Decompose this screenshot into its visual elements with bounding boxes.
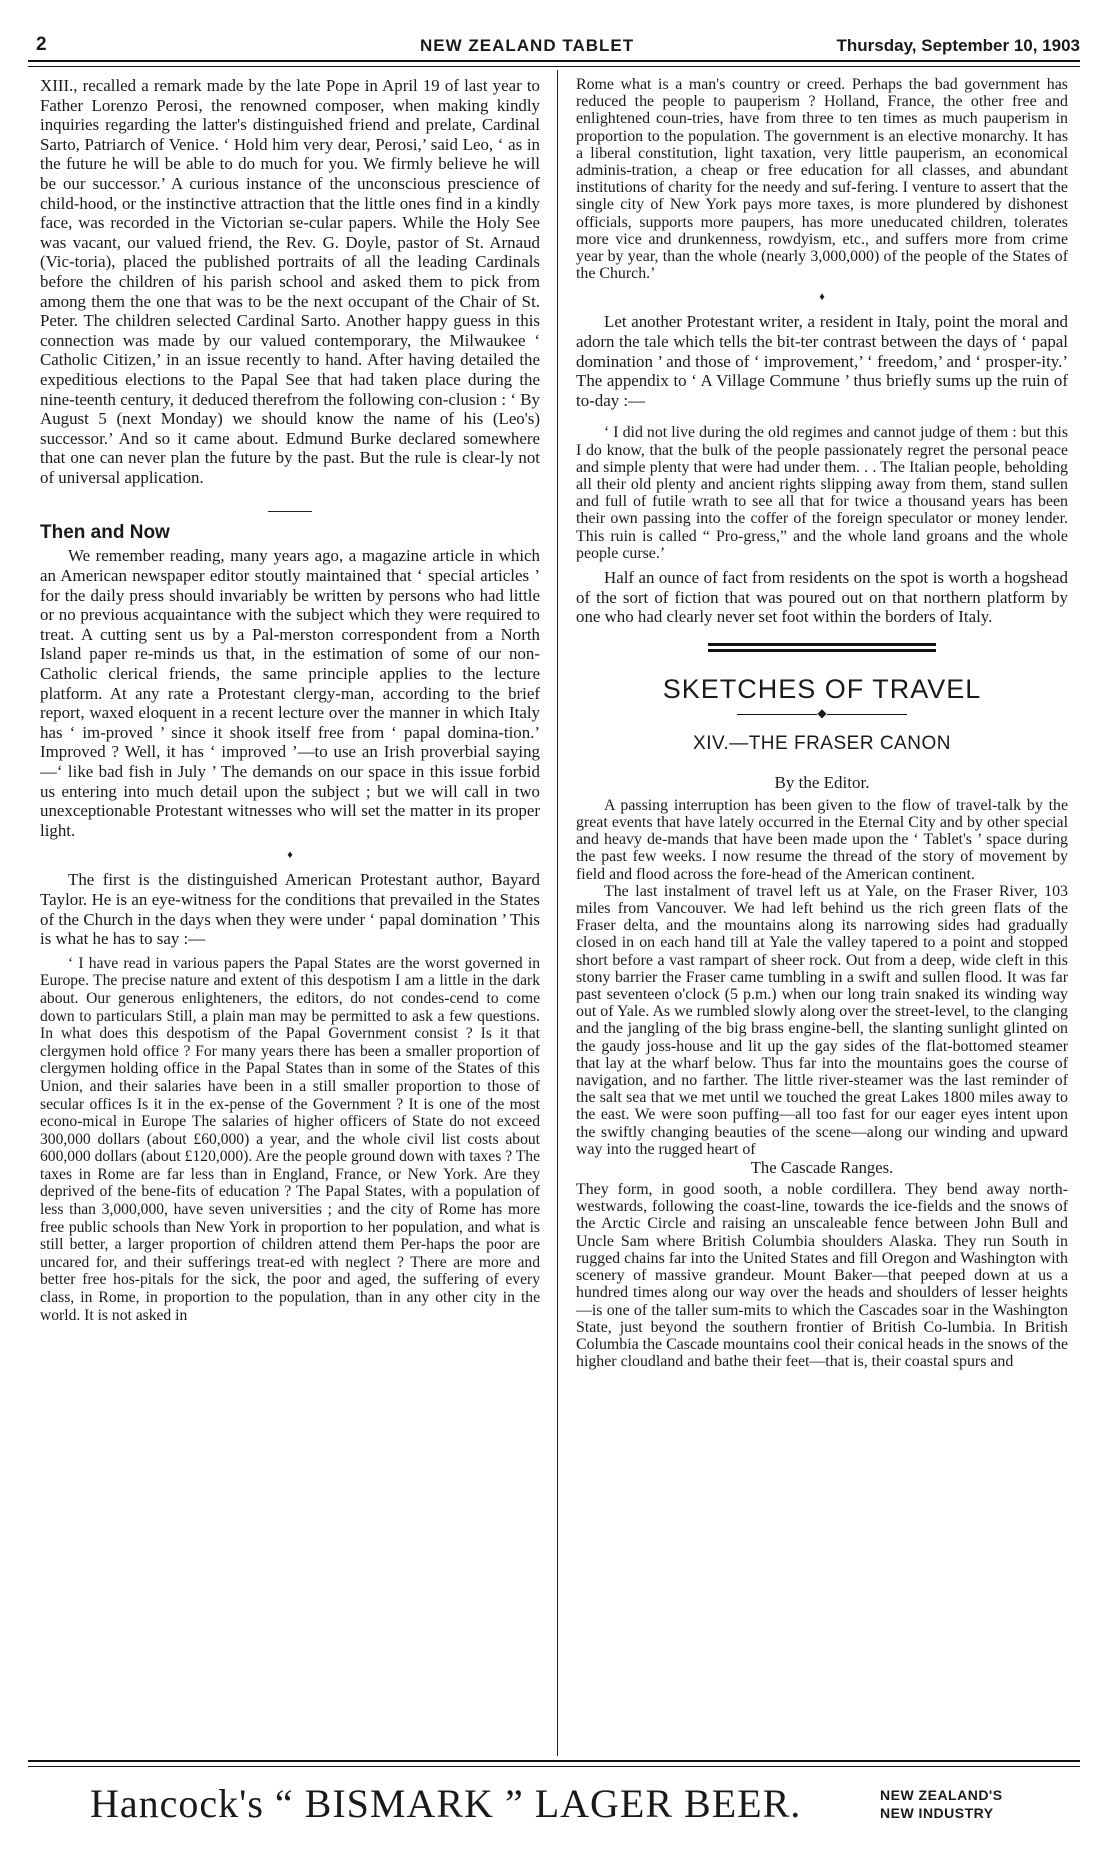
byline: By the Editor. (774, 772, 870, 792)
diamond-ornament: ♦ (287, 849, 293, 862)
page-number: 2 (36, 34, 47, 55)
ad-tagline-line1: NEW ZEALAND'S (880, 1787, 1003, 1803)
left-column (40, 76, 540, 1751)
section-title: SKETCHES OF TRAVEL (662, 673, 982, 704)
paragraph-bayard-taylor: The first is the distinguished American Protestant author, Bayard Taylor. He is an eye-witness for the conditions that prevailed in the States of the Church in the days when they were under ‘ papal domination ’ This is what he has to say :— (40, 870, 540, 949)
ad-tagline-line2: NEW INDUSTRY (880, 1805, 994, 1821)
column-divider (557, 70, 558, 1756)
issue-date: Thursday, September 10, 1903 (836, 36, 1080, 55)
advertisement (28, 1780, 1080, 1840)
quote-bayard-taylor: ‘ I have read in various papers the Papal States are the worst governed in Europe. The precise nature and extent of this despotism I am a little in the dark about. Our generous enlighteners, the editors, do not condes-cend to come down to particulars Still, a plain man may be permitted to ask a few questions. In what does this despotism of the Papal Government consist ? Is it that clergymen hold office ? For many years there has been a smaller proportion of clergymen holding office in the Papal States than in some of the States of this Union, and their salaries have been in a still smaller proportion to those of secular offices Is it in the ex-pense of the Government ? It is one of the most econo-mical in Europe The salaries of higher officers of State do not exceed 300,000 dollars (about £60,000) a year, and the whole civil list costs about 600,000 dollars (about £120,000). Are the people ground down with taxes ? The taxes in Rome are far less than in England, France, or New York. Are they deprived of the bene-fits of education ? The Papal States, with a population of less than 3,000,000, have seven universities ; and the city of Rome has more free public schools than New York in proportion to her population, and what is still better, a larger proportion of children attend them Per-haps the poor are uncared for, and their sufferings treat-ed with neglect ? There are more and better free hos-pitals for the sick, the poor and aged, the suffering of every class, in Rome, in proportion to the population, than in any other city in the world. It is not asked in (40, 954, 540, 1324)
paragraph-then-and-now: We remember reading, many years ago, a magazine article in which an American newspaper editor stoutly maintained that ‘ special articles ’ for the daily press should invariably be written by persons who had little or no previous acquaintance with the subject which they were required to treat. A cutting sent us by a Pal-merston correspondent from a North Island paper re-minds us that, in the estimation of some of our non-Catholic clerical friends, the same principle applies to the lecture platform. At any rate a Protestant clergy-man, according to the brief report, waxed eloquent in a recent lecture over the manner in which Italy has ‘ im-proved ’ since it shook itself free from ‘ papal domina-tion.’ Improved ? Well, it has ‘ improved ’—to use an Irish proverbial saying—‘ like bad fish in July ’ The demands on our space in this issue forbid us entering into much detail upon the subject ; but we will call in two unexceptionable Protestant witnesses who will set the matter in its proper light. (40, 546, 540, 840)
ad-headline: Hancock's “ BISMARK ” LAGER BEER. (90, 1781, 802, 1826)
newspaper-title: NEW ZEALAND TABLET (420, 36, 635, 55)
footer-rule-thin (28, 1766, 1080, 1767)
right-column (576, 76, 1068, 1751)
quote-village-commune: ‘ I did not live during the old regimes and cannot judge of them : but this I do know, that the bulk of the people passionately regret the personal peace and simple plenty that were had under them. . . The Italian people, beholding all their old plenty and ancient rights slipping away from them, stand sullen and full of futile wrath to see all that for twice a thousand years has been their own passing into the coffer of the foreign speculator or money lender. This ruin is called “ Pro-gress,” and the whole land groans and the whole people curse.’ (576, 424, 1068, 562)
section-divider (268, 511, 312, 512)
subhead-then-and-now: Then and Now (40, 522, 170, 544)
footer-rule (28, 1760, 1080, 1762)
ad-tagline (880, 1786, 1003, 1822)
header-rule-thin (28, 66, 1080, 67)
paragraph-passing-interruption: A passing interruption has been given to the flow of travel-talk by the great events that have lately occurred in the Eternal City and by other special and heavy de-mands that have been made upon the ‘ Tablet's ’ space during the past few weeks. I now resume the thread of the story of movement by field and flood across the fore-head of the American continent. (576, 796, 1068, 883)
paragraph-pope-sarto: XIII., recalled a remark made by the late Pope in April 19 of last year to Father Lorenzo Perosi, the renowned composer, when making kindly inquiries regarding the latter's distinguished friend and prelate, Cardinal Sarto, Patriarch of Venice. ‘ Hold him very dear, Perosi,’ said Leo, ‘ as in the future he will be able to do much for you. We firmly believe he will be our successor.’ A curious instance of the unconscious prescience of child-hood, or the instinctive attraction that the little ones find in a kindly face, was recorded in the Victorian se-cular papers. While the Holy See was vacant, our valued friend, the Rev. G. Doyle, pastor of St. Arnaud (Vic-toria), placed the published portraits of all the leading Cardinals before the children of his parish school and asked them to pick from among them the one that was to be the next occupant of the Chair of St. Peter. The children selected Cardinal Sarto. Another happy guess in this connection was made by our valued contemporary, the Milwaukee ‘ Catholic Citizen,’ in an issue recently to hand. After having detailed the expeditious elections to the Papal See that had taken place during the nine-teenth century, it deduced therefrom the following con-clusion : ‘ By August 5 (next Monday) we should know the name of his (Leo's) successor.’ And so it came about. Edmund Burke declared somewhere that one can never plan the future by the past. But the rule is clear-ly not of universal application. (40, 76, 540, 487)
centered-heading-cascade: The Cascade Ranges. (750, 1158, 894, 1178)
title-ornament: ◆ (576, 707, 1068, 719)
paragraph-another-writer: Let another Protestant writer, a resident in Italy, point the moral and adorn the tale which tells the bit-ter contrast between the days of ‘ papal domination ’ and those of ‘ improvement,’ ‘ freedom,’ and ‘ prosper-ity.’ The appendix to ‘ A Village Commune ’ thus briefly sums up the ruin of to-day :— (576, 312, 1068, 410)
paragraph-last-instalment: The last instalment of travel left us at Yale, on the Fraser River, 103 miles from Vancouver. We had left behind us the rich green flats of the Fraser delta, and the mountains along its narrowing sides had gradually closed in on each hand till at Yale the valley tapered to a point and stopped short before a vast rampart of sheer rock. Out from a deep, wide cleft in this stony barrier the Fraser came tumbling in a swift and sullen flood. It was far past seventeen o'clock (5 p.m.) when our long train snaked its winding way out of Yale. As we rumbled slowly along over the street-level, to the clanging and the jangling of the big brass engine-bell, the slanting sunlight glinted on the gaudy joss-house and lit up the gay sides of the flat-bottomed steamer that lay at the wharf below. Thus far into the mountains goes the course of navigation, and no farther. The little river-steamer was the last reminder of the salt sea that we met until we touched the great Lakes 1800 miles away to the east. We were soon puffing—all too fast for our eager eyes intent upon the swiftly changing beauties of the scene—along our winding and upward way into the rugged heart of (576, 882, 1068, 1158)
paragraph-cordillera: They form, in good sooth, a noble cordillera. They bend away north-westwards, following the coast-line, towards the ice-fields and the snows of the Arctic Circle and raising an unscaleable fence between John Bull and Uncle Sam where British Columbia shoulders Alaska. They run South in rugged chains far into the United States and fill Oregon and Washington with scenery of massive grandeur. Mount Baker—that peeped down at us a hundred times along our way over the heads and shoulders of lesser heights—is one of the taller sum-mits to which the Cascades soar in the Washington State, just beyond the southern frontier of British Co-lumbia. In British Columbia the Cascade mountains cool their conical heads in the snows of the higher cloudland and bathe their feet—that is, their coastal spurs and (576, 1181, 1068, 1371)
double-rule (708, 643, 936, 652)
paragraph-half-ounce: Half an ounce of fact from residents on the spot is worth a hogshead of the sort of fiction that was poured out on that northern platform by one who had clearly never set foot within the borders of Italy. (576, 568, 1068, 627)
section-subtitle: XIV.—THE FRASER CANON (693, 732, 951, 754)
header-rule (28, 60, 1080, 62)
quote-continued: Rome what is a man's country or creed. Perhaps the bad government has reduced the people to pauperism ? Holland, France, the other free and enlightened coun-tries, have from three to ten times as much pauperism in proportion to the population. The government is an elective monarchy. It has a liberal constitution, light taxation, very little pauperism, an economical adminis-tration, a cheap or free education for all classes, and abundant institutions of charity for the needy and suf-fering. I venture to assert that the single city of New York pays more taxes, is more plundered by dishonest officials, supports more paupers, has more uneducated children, tolerates more vice and drunkenness, rowdyism, etc., and suffers more from crime year by year, than the whole (nearly 3,000,000) of the people of the States of the Church.’ (576, 76, 1068, 283)
diamond-ornament: ♦ (819, 291, 825, 304)
